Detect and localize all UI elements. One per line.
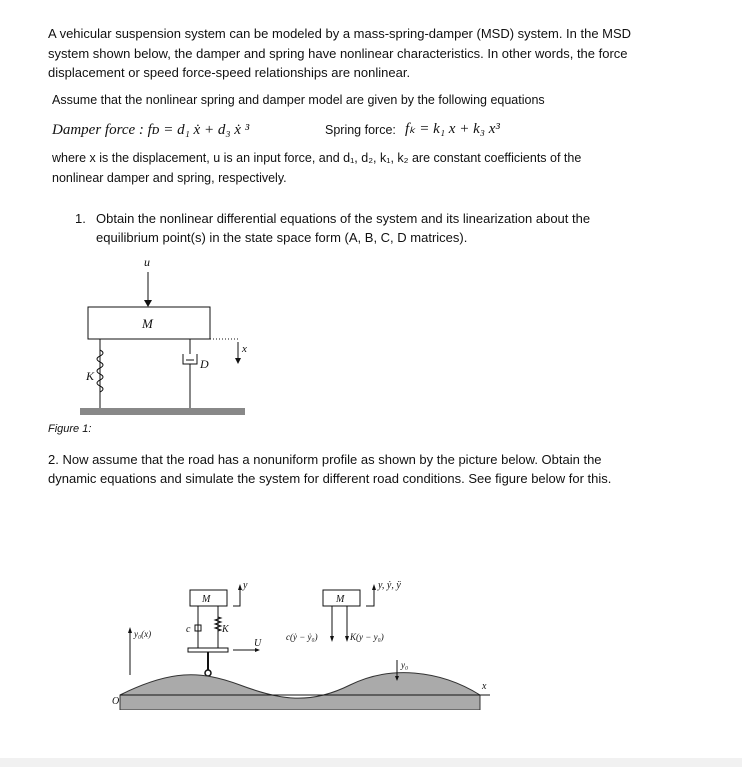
spring-label: Spring force: <box>325 123 396 137</box>
c-label: c <box>186 624 191 635</box>
k-label: K <box>86 369 95 383</box>
damper-equation: Damper force : fᴅ = d₁ ẋ + d₃ ẋ ³ <box>52 122 250 138</box>
k-label: K <box>222 624 229 635</box>
y-derivatives-label: y, ẏ, ÿ <box>378 580 401 591</box>
x-axis-label: x <box>482 681 487 692</box>
mass-label-2: M <box>336 594 345 605</box>
wheel-icon <box>205 670 211 676</box>
d-label: D <box>200 357 209 371</box>
u-label: U <box>254 638 262 649</box>
ground <box>80 408 245 415</box>
road-surface <box>120 673 480 710</box>
page-bottom-edge <box>0 758 742 767</box>
origin-label: O <box>112 696 120 707</box>
spring-force-label: K(y − y₀) <box>350 632 384 642</box>
damper-force-label: c(ẏ − ẏ₀) <box>286 632 318 642</box>
damper-icon <box>183 354 197 364</box>
y-label: y <box>243 580 248 591</box>
y0x-label: y₀(x) <box>134 629 152 639</box>
q1-line-2: equilibrium point(s) in the state space form (A, B, C, D matrices). <box>96 230 468 245</box>
figure-1-caption: Figure 1: <box>48 423 92 435</box>
assume-text: Assume that the nonlinear spring and damper model are given by the following equations <box>52 93 545 107</box>
y0-label: y₀ <box>401 660 409 670</box>
axle-plate <box>188 648 228 652</box>
where-line-2: nonlinear damper and spring, respectively. <box>52 171 287 185</box>
intro-line-3: displacement or speed force-speed relationships are nonlinear. <box>48 65 411 80</box>
where-line-1: where x is the displacement, u is an input force, and d₁, d₂, k₁, k₂ are constant coefficients of the <box>52 151 582 165</box>
figure-2-road-profile-diagram <box>110 570 500 710</box>
x-label: x <box>242 343 247 355</box>
q1-number: 1. <box>75 211 86 226</box>
q1-line-1: Obtain the nonlinear differential equations of the system and its linearization about the <box>96 211 591 226</box>
q2-line-2: dynamic equations and simulate the system for different road conditions. See figure below for this. <box>48 471 612 486</box>
intro-line-1: A vehicular suspension system can be modeled by a mass-spring-damper (MSD) system. In the MSD <box>48 26 632 41</box>
intro-line-2: system shown below, the damper and spring have nonlinear characteristics. In other words, the force <box>48 46 628 61</box>
u-label: u <box>144 255 150 269</box>
figure-1-msd-diagram <box>80 250 260 420</box>
q2-line-1: 2. Now assume that the road has a nonuniform profile as shown by the picture below. Obtain the <box>48 452 602 467</box>
spring-equation: fₖ = k₁ x + k₃ x³ <box>405 121 500 137</box>
mass-label: M <box>142 316 153 331</box>
mass-label-1: M <box>202 594 211 605</box>
